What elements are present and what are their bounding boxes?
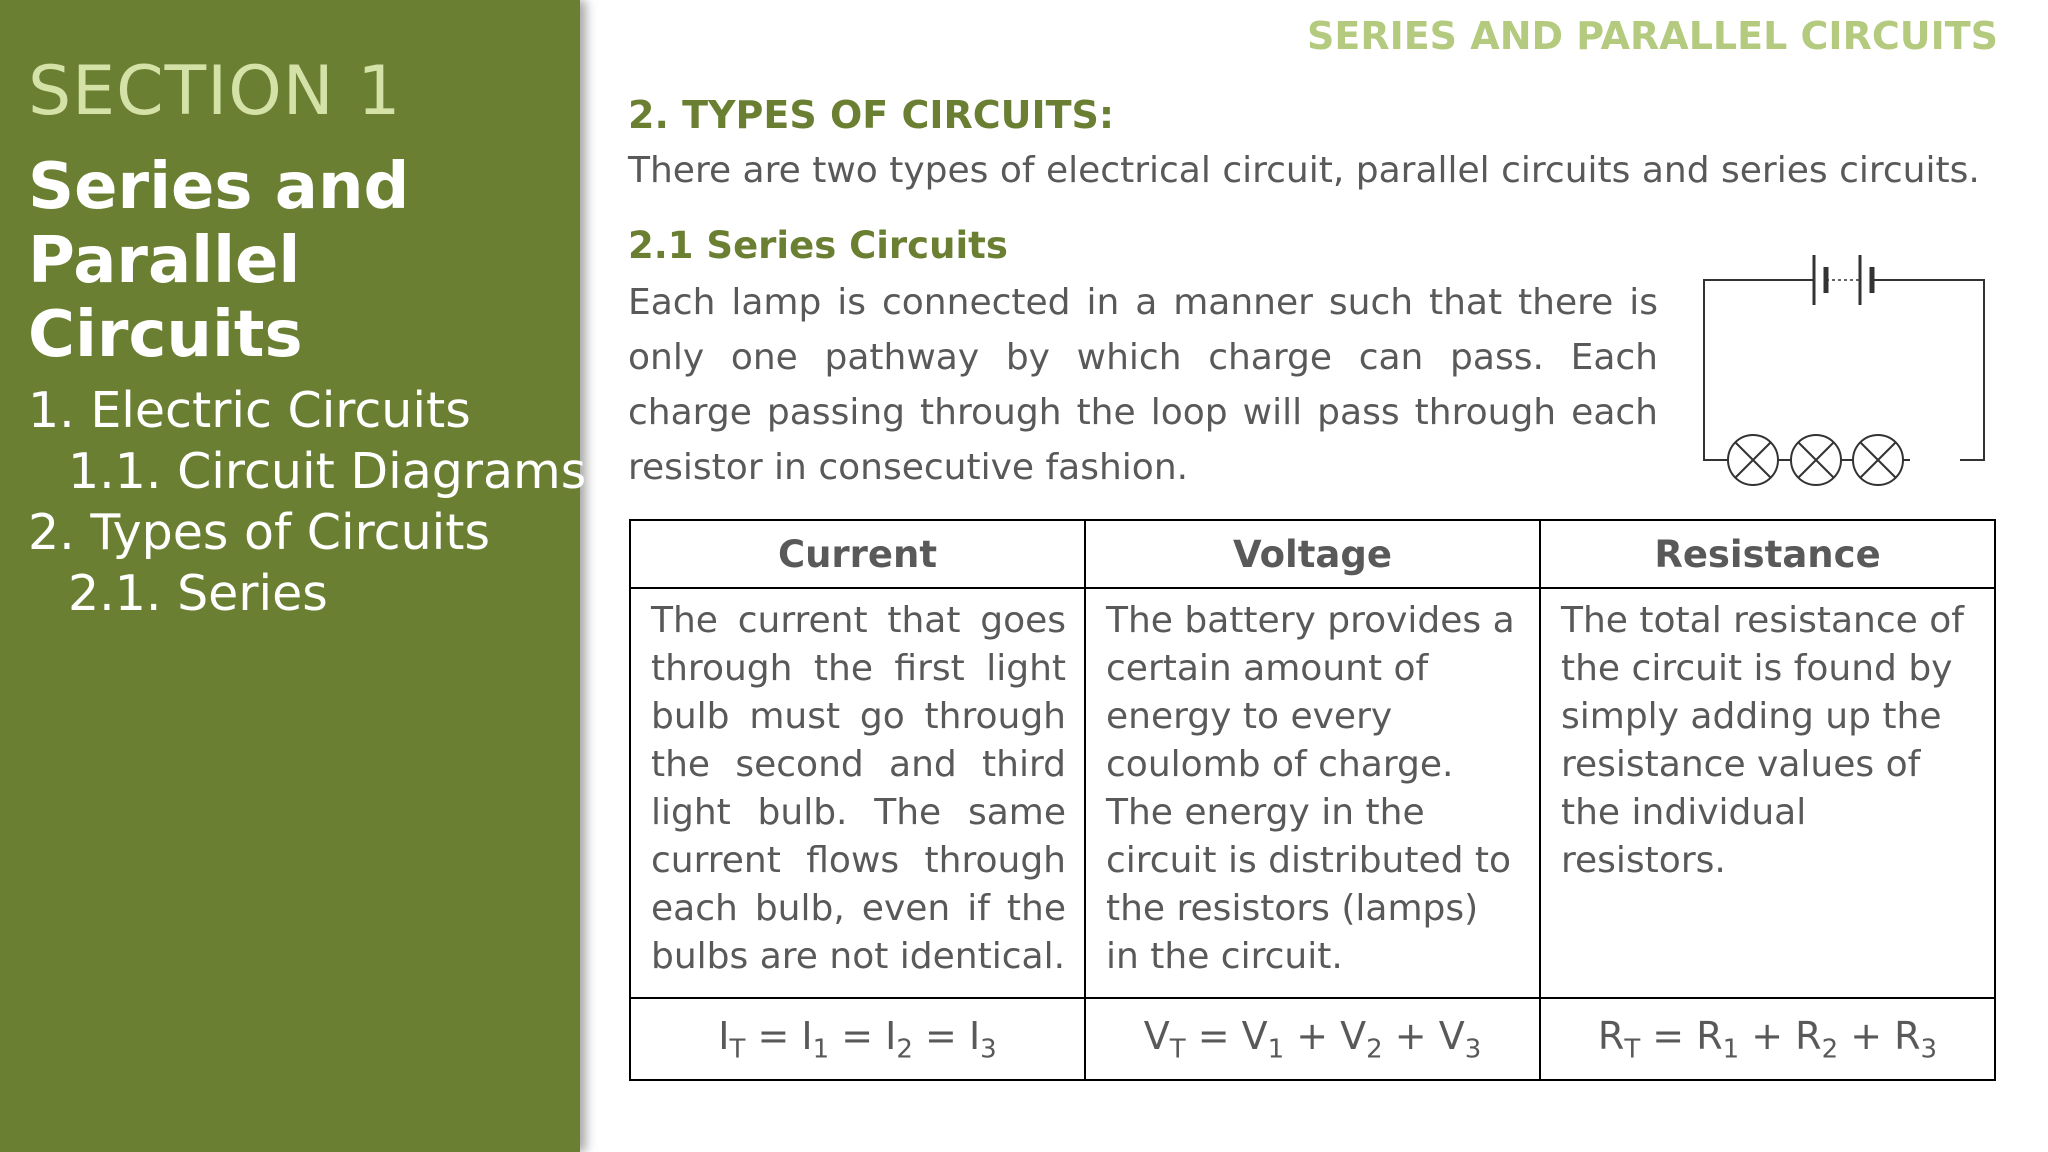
section-label: SECTION 1 [28, 52, 402, 131]
series-properties-table [629, 519, 1996, 1081]
toc-item-circuit-diagrams[interactable]: 1.1. Circuit Diagrams [68, 443, 587, 500]
table-row [630, 588, 1995, 998]
resistance-formula: $R_T = R_1 + R_2 + R_3$ [1540, 998, 1995, 1080]
header-resistance: Resistance [1540, 520, 1995, 588]
sidebar-title [28, 150, 568, 372]
header-current: Current [630, 520, 1085, 588]
sidebar [0, 0, 587, 1152]
battery-icon [1814, 255, 1872, 305]
intro-text: There are two types of electrical circuit, parallel circuits and series circuits. [628, 150, 1980, 191]
toc-item-series[interactable]: 2.1. Series [68, 565, 328, 622]
wire-right [1872, 280, 1984, 460]
page-header-title: SERIES AND PARALLEL CIRCUITS [1307, 14, 1998, 58]
voltage-description: The battery provides a certain amount of energy to every coulomb of charge. The energy in the circuit is distributed to the resistors (lamps) in the circuit. [1085, 588, 1540, 998]
subsection-heading: 2.1 Series Circuits [628, 224, 1008, 267]
sidebar-title-line1: Series and Parallel [28, 150, 410, 298]
header-voltage: Voltage [1085, 520, 1540, 588]
series-circuit-diagram [1690, 235, 1998, 495]
toc-item-electric-circuits[interactable]: 1. Electric Circuits [28, 382, 471, 439]
voltage-formula: $V_T = V_1 + V_2 + V_3$ [1085, 998, 1540, 1080]
series-description: Each lamp is connected in a manner such that there is only one pathway by which charge can pass. Each charge passing through the loop will pass through each resistor in consecutive fashion. [628, 282, 1658, 488]
wire-left [1704, 280, 1814, 460]
current-formula: $I_T = I_1 = I_2 = I_3$ [630, 998, 1085, 1080]
table-row [630, 998, 1995, 1080]
section-heading: 2. TYPES OF CIRCUITS: [628, 93, 1115, 137]
lamp-icon [1853, 435, 1903, 485]
lamp-icon [1791, 435, 1841, 485]
resistance-description: The total resistance of the circuit is found by simply adding up the resistance values of the individual resistors. [1540, 588, 1995, 998]
sidebar-title-line2: Circuits [28, 298, 303, 372]
lamp-icon [1728, 435, 1778, 485]
table-of-contents [28, 380, 586, 624]
table-header-row [630, 520, 1995, 588]
toc-item-types-of-circuits[interactable]: 2. Types of Circuits [28, 504, 491, 561]
current-description: The current that goes through the first light bulb must go through the second and third light bulb. The same current flows through each bulb, even if the bulbs are not identical. [630, 588, 1085, 998]
